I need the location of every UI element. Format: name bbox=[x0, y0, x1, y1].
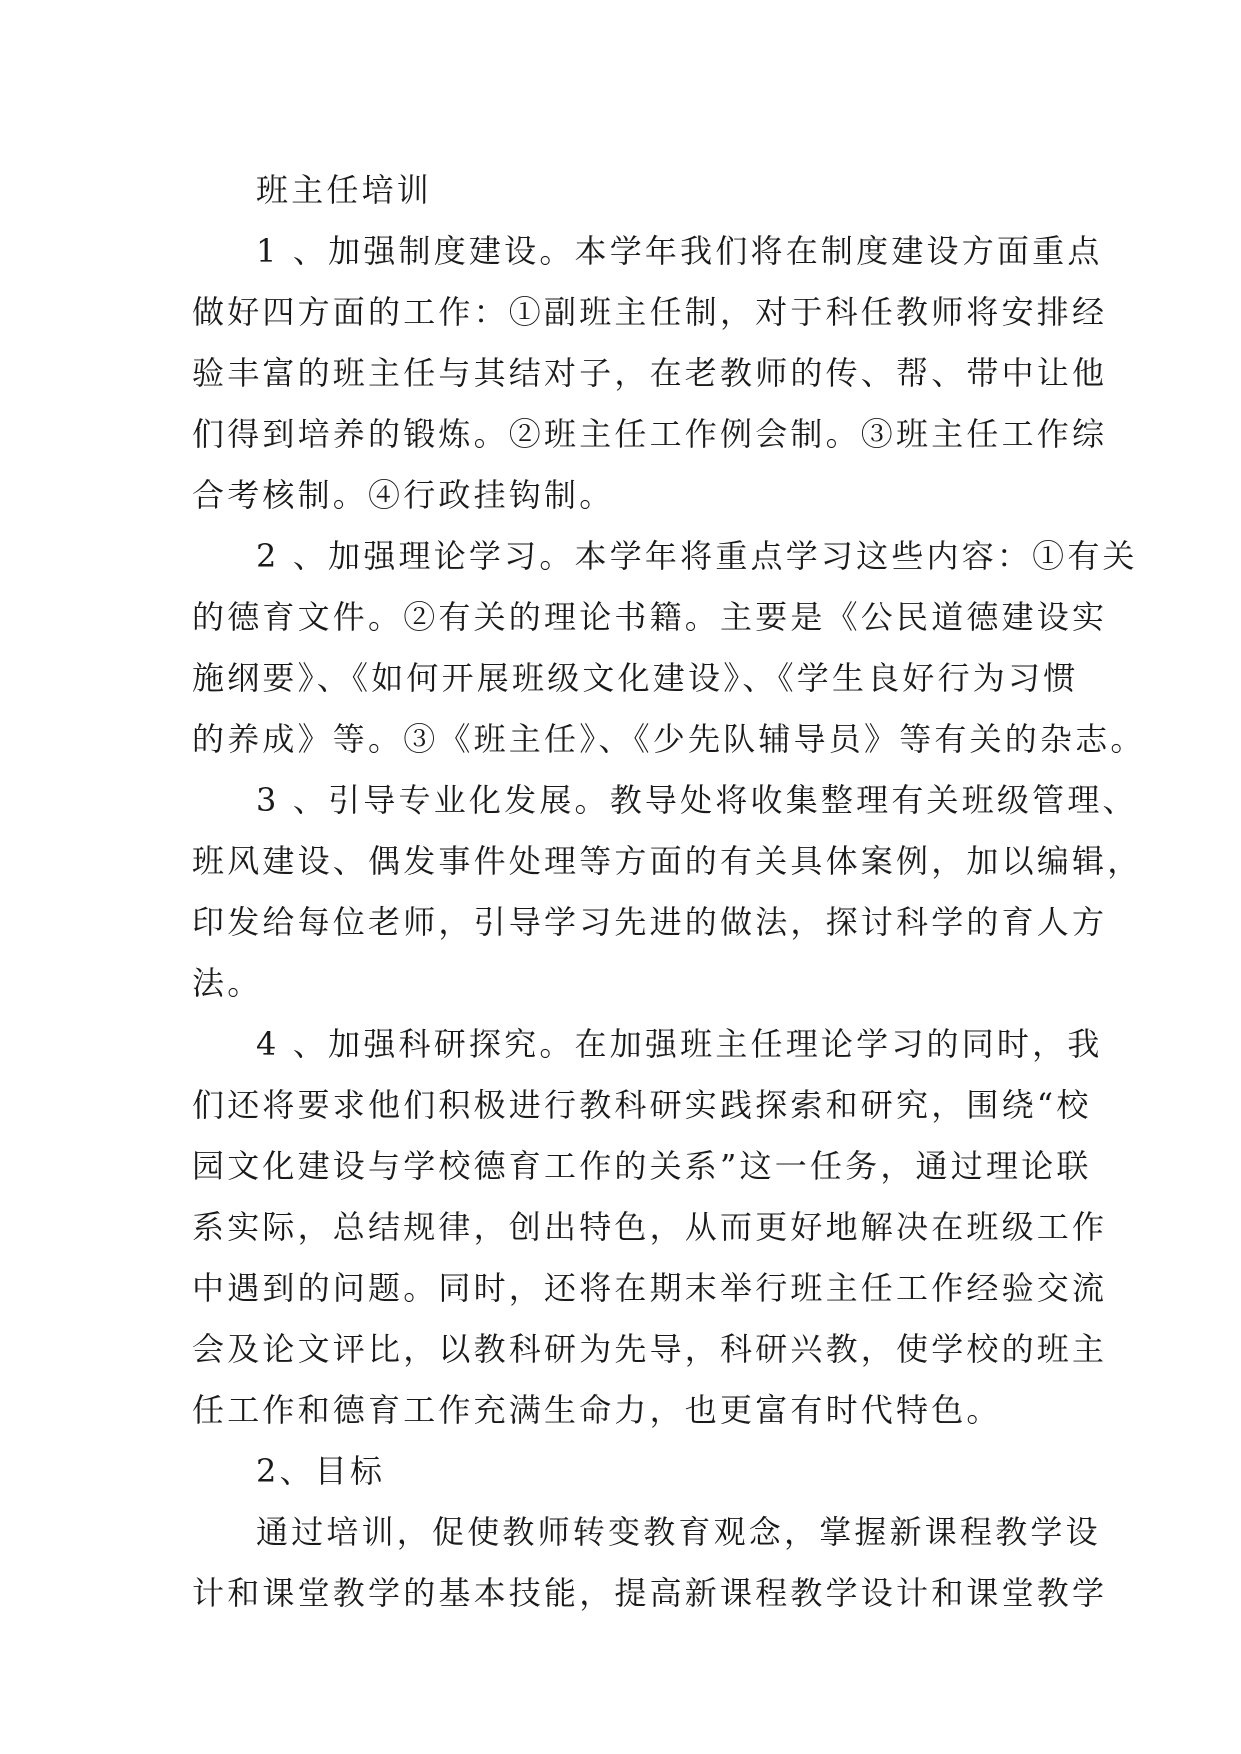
paragraph-line: 任工作和德育工作充满生命力，也更富有时代特色。 bbox=[192, 1391, 1002, 1429]
paragraph-line: 2 、加强理论学习。本学年将重点学习这些内容：①有关 bbox=[256, 537, 1138, 575]
paragraph-institution-building bbox=[192, 221, 1108, 526]
paragraph-line: 做好四方面的工作：①副班主任制，对于科任教师将安排经 bbox=[192, 293, 1108, 331]
paragraph-line: 们得到培养的锻炼。②班主任工作例会制。③班主任工作综 bbox=[192, 415, 1108, 453]
paragraph-line: 通过培训，促使教师转变教育观念，掌握新课程教学设 bbox=[256, 1513, 1101, 1551]
document-body bbox=[192, 160, 1146, 1624]
paragraph-line: 班风建设、偶发事件处理等方面的有关具体案例，加以编辑， bbox=[192, 842, 1143, 880]
paragraph-line: 法。 bbox=[192, 964, 263, 1002]
paragraph-line: 系实际，总结规律，创出特色，从而更好地解决在班级工作 bbox=[192, 1208, 1108, 1246]
paragraph-line: 们还将要求他们积极进行教科研实践探索和研究，围绕“校 bbox=[192, 1086, 1092, 1124]
paragraph-line: 4 、加强科研探究。在加强班主任理论学习的同时，我 bbox=[256, 1025, 1103, 1063]
paragraph-line: 1 、加强制度建设。本学年我们将在制度建设方面重点 bbox=[256, 232, 1103, 270]
paragraph-line: 施纲要》、《如何开展班级文化建设》、《学生良好行为习惯 bbox=[192, 659, 1079, 697]
paragraph-line: 计和课堂教学的基本技能，提高新课程教学设计和课堂教学 bbox=[192, 1574, 1108, 1612]
paragraph-line: 验丰富的班主任与其结对子，在老教师的传、帮、带中让他 bbox=[192, 354, 1108, 392]
document-heading: 班主任培训 bbox=[256, 171, 433, 209]
paragraph-line: 合考核制。④行政挂钩制。 bbox=[192, 476, 615, 514]
paragraph-line: 印发给每位老师，引导学习先进的做法，探讨科学的育人方 bbox=[192, 903, 1108, 941]
paragraph-line: 园文化建设与学校德育工作的关系”这一任务，通过理论联 bbox=[192, 1147, 1092, 1185]
paragraph-line: 的德育文件。②有关的理论书籍。主要是《公民道德建设实 bbox=[192, 598, 1108, 636]
paragraph-theory-study bbox=[192, 526, 1146, 770]
paragraph-professional-development bbox=[192, 770, 1143, 1014]
paragraph-line: 的养成》等。③《班主任》、《少先队辅导员》等有关的杂志。 bbox=[192, 720, 1146, 758]
paragraph-line: 中遇到的问题。同时，还将在期末举行班主任工作经验交流 bbox=[192, 1269, 1108, 1307]
paragraph-line: 3 、引导专业化发展。教导处将收集整理有关班级管理、 bbox=[256, 781, 1138, 819]
paragraph-line: 会及论文评比，以教科研为先导，科研兴教，使学校的班主 bbox=[192, 1330, 1108, 1368]
paragraph-research bbox=[192, 1014, 1108, 1441]
goal-heading: 2、目标 bbox=[256, 1452, 386, 1490]
paragraph-goal bbox=[192, 1502, 1108, 1624]
